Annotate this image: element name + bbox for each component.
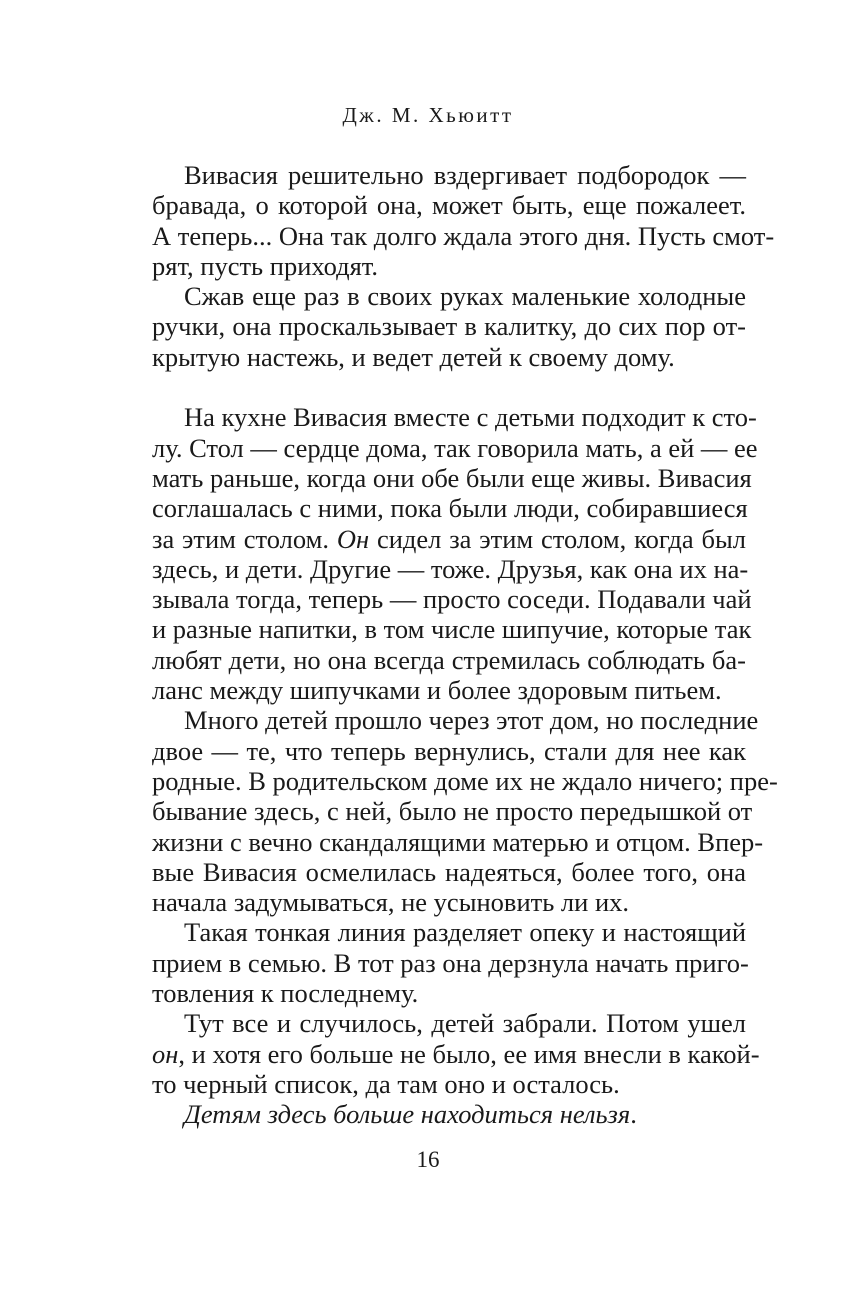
text-line: соглашалась с ними, пока были люди, собиравшиеся (152, 493, 748, 524)
text-segment: . (630, 1099, 637, 1130)
running-header: Дж. М. Хьюитт (342, 103, 514, 127)
text-line: Много детей прошло через этот дом, но последние (184, 705, 759, 736)
text-segment: сидел за этим столом, когда был (369, 523, 746, 554)
text-line: жизни с вечно скандалящими матерью и отцом. Впер- (152, 826, 764, 857)
text-line: начала задумываться, не усыновить ли их. (152, 887, 629, 918)
text-line: На кухне Вивасия вместе с детьми подходит к сто- (184, 402, 757, 433)
text-line: бравада, о которой она, может быть, еще пожалеет. (152, 190, 746, 221)
text-line: бывание здесь, с ней, было не просто передышкой от (152, 796, 753, 827)
text-line: Вивасия решительно вздергивает подбородок — (184, 160, 746, 190)
text-line: родные. В родительском доме их не ждало ничего; пре- (152, 765, 778, 796)
page-number: 16 (416, 1147, 440, 1172)
text-line: Такая тонкая линия разделяет опеку и настоящий (184, 917, 746, 948)
text-line (152, 1038, 760, 1069)
text-line: здесь, и дети. Другие — тоже. Друзья, как она их на- (152, 553, 749, 584)
body-text (152, 160, 778, 1130)
text-line: зывала тогда, теперь — просто соседи. Подавали чай (152, 584, 752, 615)
text-segment: за этим столом. (152, 523, 337, 554)
text-line: рят, пусть приходят. (152, 250, 378, 281)
text-line: и разные напитки, в том числе шипучие, которые так (152, 614, 752, 645)
text-line (152, 524, 746, 554)
text-line: крытую настежь, и ведет детей к своему дому. (152, 341, 675, 372)
text-line (152, 1099, 746, 1129)
text-line: товления к последнему. (152, 978, 419, 1009)
text-line: Тут все и случилось, детей забрали. Потом ушел (184, 1008, 746, 1039)
text-line: прием в семью. В тот раз она дерзнула начать приго- (152, 947, 749, 978)
emphasis: Детям здесь больше находиться нельзя (184, 1099, 631, 1130)
text-line: мать раньше, когда они обе были еще живы. Вивасия (152, 462, 752, 493)
text-line: лу. Стол — сердце дома, так говорила мать, а ей — ее (152, 432, 758, 463)
text-line: любят дети, но она всегда стремилась соблюдать ба- (152, 644, 746, 675)
emphasis: Он (336, 523, 370, 554)
text-line: А теперь... Она так долго ждала этого дня. Пусть смот- (152, 220, 775, 251)
text-line: ланс между шипучками и более здоровым питьем. (152, 675, 722, 706)
text-line: двое — те, что теперь вернулись, стали для нее как (152, 735, 746, 766)
emphasis: он (152, 1038, 179, 1069)
text-segment: , и хотя его больше не было, ее имя внесли в какой- (178, 1038, 760, 1069)
text-line: ручки, она проскальзывает в калитку, до сих пор от- (152, 311, 746, 342)
section-break (152, 372, 746, 402)
text-line: то черный список, да там оно и осталось. (152, 1068, 620, 1099)
text-line: Сжав еще раз в своих руках маленькие холодные (184, 281, 746, 312)
text-line: вые Вивасия осмелилась надеяться, более того, она (152, 856, 746, 887)
